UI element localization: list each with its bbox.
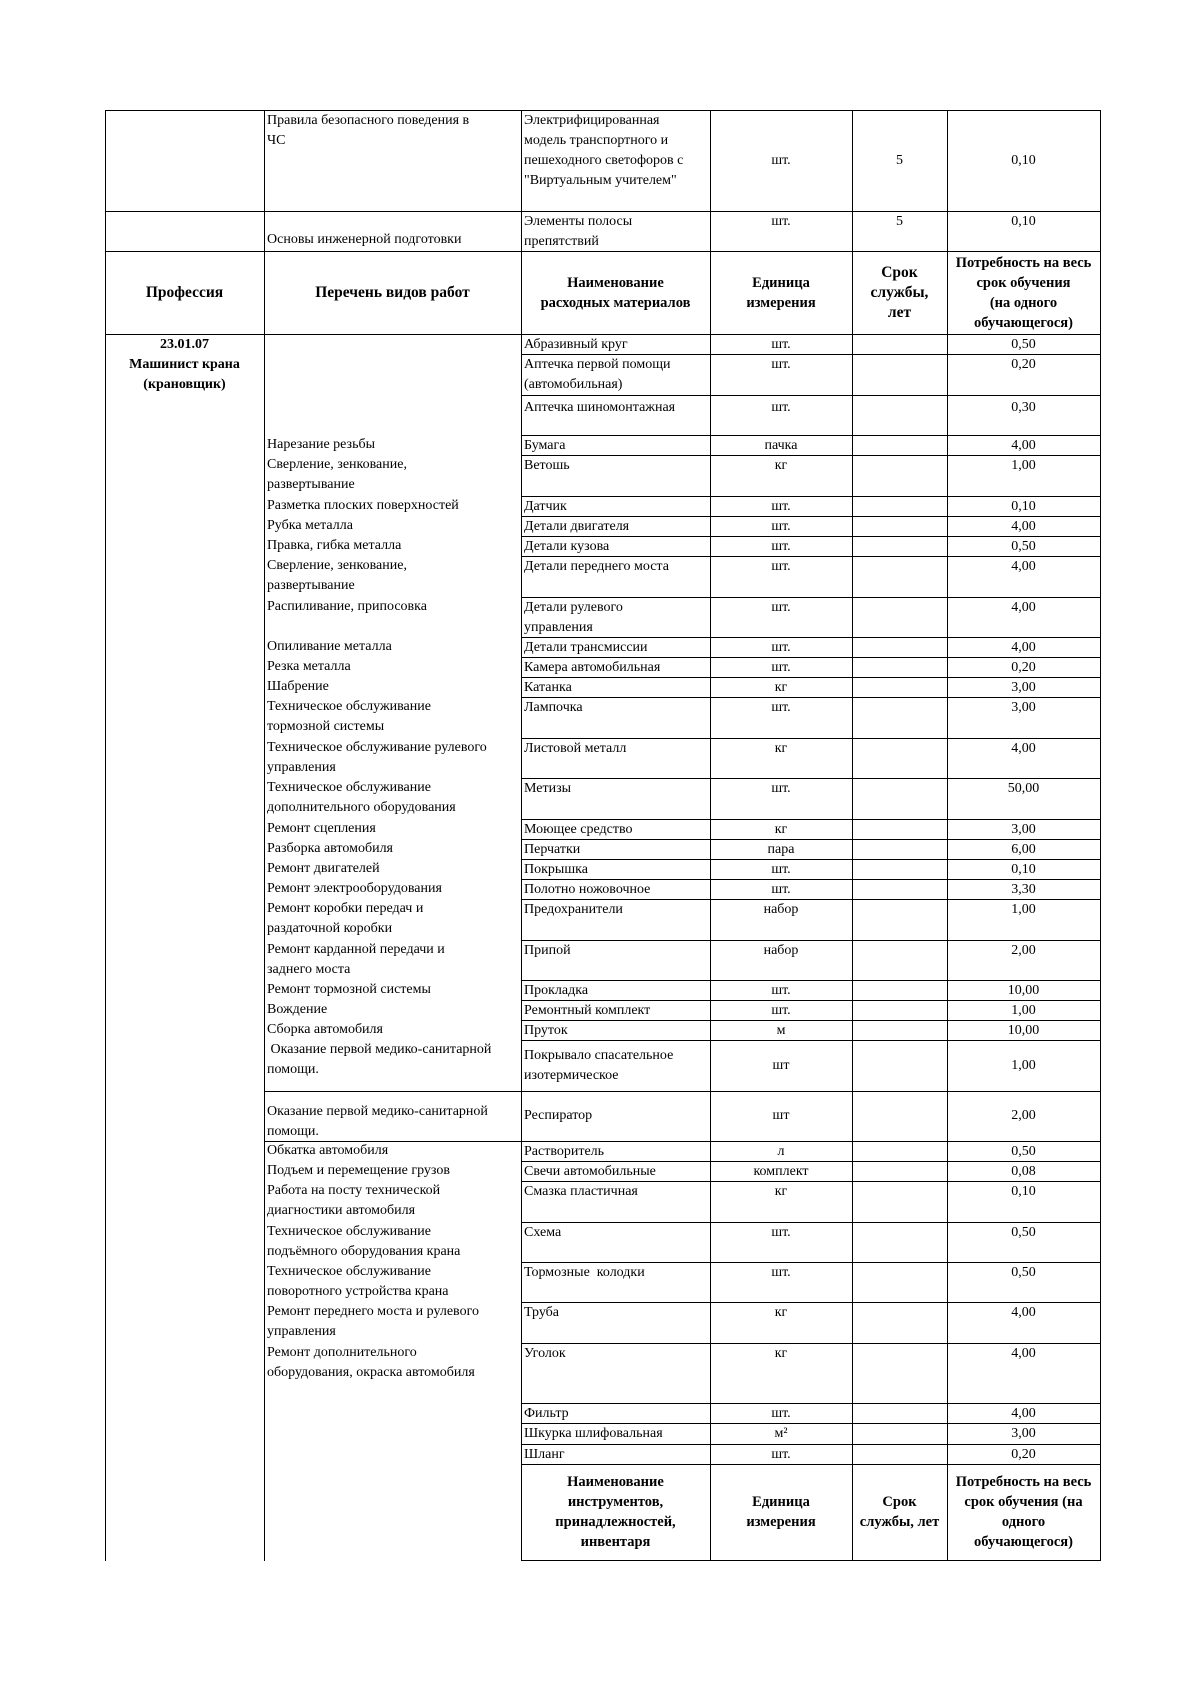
- need-value: 0,30: [1011, 400, 1036, 415]
- column-border: [521, 110, 522, 252]
- need-value: 2,00: [1011, 943, 1036, 958]
- work-item: Техническое обслуживание тормозной системы: [267, 699, 431, 734]
- need-value: 0,50: [1011, 1144, 1036, 1159]
- work-item: Правка, гибка металла: [267, 538, 402, 553]
- material-name: Фильтр: [524, 1406, 569, 1421]
- unit-value: шт.: [771, 882, 791, 897]
- unit-value: шт.: [771, 640, 791, 655]
- work-item: Правила безопасного поведения в ЧС: [267, 113, 470, 148]
- unit-value: набор: [763, 902, 799, 917]
- unit-value: шт.: [771, 539, 791, 554]
- work-item: Разметка плоских поверхностей: [267, 498, 459, 513]
- material-name: Листовой металл: [524, 741, 627, 756]
- material-name: Ветошь: [524, 458, 570, 473]
- need-value: 1,00: [1011, 902, 1036, 917]
- column-border: [1100, 334, 1101, 1465]
- material-name: Свечи автомобильные: [524, 1164, 656, 1179]
- unit-value: кг: [774, 1184, 788, 1199]
- unit-value: шт.: [771, 337, 791, 352]
- material-name: Детали двигателя: [524, 519, 630, 534]
- unit-value: шт.: [771, 700, 791, 715]
- need-value: 0,10: [1011, 153, 1036, 168]
- work-item: Рубка металла: [267, 518, 353, 533]
- header-service-life: Срок службы, лет: [859, 1494, 940, 1530]
- unit-value: шт.: [771, 357, 791, 372]
- material-name: Ремонтный комплект: [524, 1003, 651, 1018]
- material-name: Элементы полосы препятствий: [524, 214, 633, 249]
- work-item: Ремонт сцепления: [267, 821, 376, 836]
- need-value: 0,10: [1011, 214, 1036, 229]
- work-item: Ремонт тормозной системы: [267, 982, 431, 997]
- column-border: [1100, 110, 1101, 252]
- need-value: 3,00: [1011, 822, 1036, 837]
- work-item: Сверление, зенкование, развертывание: [267, 558, 407, 593]
- material-name: Шланг: [524, 1447, 565, 1462]
- material-name: Детали трансмиссии: [524, 640, 648, 655]
- unit-value: кг: [774, 458, 788, 473]
- need-value: 4,00: [1011, 741, 1036, 756]
- need-value: 0,10: [1011, 499, 1036, 514]
- work-item: Сборка автомобиля: [267, 1022, 383, 1037]
- header-works-list: Перечень видов работ: [315, 283, 470, 301]
- material-name: Электрифицированная модель транспортного и пешеходного светофоров с "Виртуальным учителем": [524, 113, 684, 188]
- material-name: Предохранители: [524, 902, 623, 917]
- need-value: 1,00: [1011, 1058, 1036, 1073]
- unit-value: кг: [774, 1305, 788, 1320]
- unit-value: шт.: [771, 781, 791, 796]
- unit-value: м: [776, 1023, 786, 1038]
- work-item: Основы инженерной подготовки: [267, 232, 462, 247]
- unit-value: шт.: [771, 400, 791, 415]
- unit-value: шт.: [771, 1406, 791, 1421]
- need-value: 4,00: [1011, 1346, 1036, 1361]
- unit-value: кг: [774, 680, 788, 695]
- material-name: Растворитель: [524, 1144, 605, 1159]
- unit-value: пара: [767, 842, 795, 857]
- table-left-border: [105, 334, 106, 1561]
- need-value: 0,20: [1011, 660, 1036, 675]
- need-value: 4,00: [1011, 1305, 1036, 1320]
- need-value: 3,00: [1011, 700, 1036, 715]
- unit-value: шт.: [771, 600, 791, 615]
- need-value: 1,00: [1011, 1003, 1036, 1018]
- work-item: Распиливание, припосовка: [267, 599, 427, 614]
- material-name: Аптечка шиномонтажная: [524, 400, 676, 415]
- need-value: 4,00: [1011, 519, 1036, 534]
- unit-value: шт.: [771, 1265, 791, 1280]
- row-border: [521, 395, 1101, 396]
- need-value: 4,00: [1011, 1406, 1036, 1421]
- unit-value: шт.: [771, 559, 791, 574]
- unit-value: пачка: [764, 438, 798, 453]
- need-value: 0,08: [1011, 1164, 1036, 1179]
- material-name: Детали рулевого управления: [524, 600, 623, 635]
- work-item: Подъем и перемещение грузов: [267, 1163, 450, 1178]
- header-unit: Единица измерения: [746, 1494, 816, 1530]
- work-item: Разборка автомобиля: [267, 841, 393, 856]
- unit-value: шт.: [771, 519, 791, 534]
- works-section-border: [264, 1091, 522, 1092]
- work-item: Резка металла: [267, 659, 351, 674]
- unit-value: шт.: [771, 1225, 791, 1240]
- work-item: Сверление, зенкование, развертывание: [267, 457, 407, 492]
- material-name: Катанка: [524, 680, 572, 695]
- need-value: 6,00: [1011, 842, 1036, 857]
- need-value: 10,00: [1007, 1023, 1040, 1038]
- work-item: Опиливание металла: [267, 639, 392, 654]
- material-name: Перчатки: [524, 842, 581, 857]
- material-name: Респиратор: [524, 1108, 593, 1123]
- material-name: Камера автомобильная: [524, 660, 661, 675]
- need-value: 4,00: [1011, 640, 1036, 655]
- need-value: 4,00: [1011, 600, 1036, 615]
- column-border: [852, 334, 853, 1465]
- material-name: Бумага: [524, 438, 566, 453]
- work-item: Техническое обслуживание подъёмного оборудования крана: [267, 1224, 461, 1259]
- unit-value: шт.: [771, 660, 791, 675]
- unit-value: м²: [774, 1426, 788, 1441]
- unit-value: кг: [774, 1346, 788, 1361]
- material-name: Труба: [524, 1305, 559, 1320]
- unit-value: шт.: [771, 983, 791, 998]
- work-item: Обкатка автомобиля: [267, 1143, 389, 1158]
- work-item: Ремонт переднего моста и рулевого управления: [267, 1304, 479, 1339]
- work-item: Шабрение: [267, 679, 329, 694]
- profession-title: 23.01.07 Машинист крана (крановщик): [129, 337, 240, 392]
- material-name: Моющее средство: [524, 822, 633, 837]
- column-border: [521, 334, 522, 1465]
- material-name: Абразивный круг: [524, 337, 628, 352]
- header-unit: Единица измерения: [746, 274, 816, 311]
- need-value: 0,50: [1011, 539, 1036, 554]
- column-border: [264, 334, 265, 1561]
- material-name: Прокладка: [524, 983, 589, 998]
- need-value: 50,00: [1007, 781, 1040, 796]
- need-value: 3,30: [1011, 882, 1036, 897]
- need-value: 3,00: [1011, 680, 1036, 695]
- column-border: [1100, 1464, 1101, 1561]
- material-name: Уголок: [524, 1346, 566, 1361]
- unit-value: шт: [772, 1058, 790, 1073]
- header-need: Потребность на весь срок обучения (на одного обучающегося): [955, 1474, 1092, 1550]
- need-value: 0,50: [1011, 1225, 1036, 1240]
- work-item: Нарезание резьбы: [267, 437, 375, 452]
- unit-value: комплект: [753, 1164, 809, 1179]
- column-border: [264, 110, 265, 252]
- material-name: Припой: [524, 943, 571, 958]
- work-item: Ремонт карданной передачи и заднего моста: [267, 942, 445, 977]
- work-item: Техническое обслуживание дополнительного оборудования: [267, 780, 456, 815]
- material-name: Метизы: [524, 781, 572, 796]
- material-name: Детали переднего моста: [524, 559, 669, 574]
- need-value: 10,00: [1007, 983, 1040, 998]
- unit-value: шт.: [771, 1003, 791, 1018]
- unit-value: шт.: [771, 862, 791, 877]
- service-life-value: 5: [896, 214, 903, 229]
- service-life-value: 5: [896, 153, 903, 168]
- need-value: 2,00: [1011, 1108, 1036, 1123]
- need-value: 0,50: [1011, 337, 1036, 352]
- row-border: [521, 1091, 1101, 1092]
- header-service-life: Срок службы, лет: [870, 263, 929, 321]
- material-name: Детали кузова: [524, 539, 610, 554]
- need-value: 4,00: [1011, 559, 1036, 574]
- work-item: Вождение: [267, 1002, 328, 1017]
- work-item: Оказание первой медико-санитарной помощи.: [267, 1042, 492, 1077]
- unit-value: л: [777, 1144, 785, 1159]
- material-name: Схема: [524, 1225, 562, 1240]
- need-value: 4,00: [1011, 438, 1036, 453]
- unit-value: набор: [763, 943, 799, 958]
- column-border: [105, 110, 106, 252]
- material-name: Покрышка: [524, 862, 588, 877]
- work-item: Ремонт электрооборудования: [267, 881, 442, 896]
- unit-value: шт.: [771, 1447, 791, 1462]
- material-name: Пруток: [524, 1023, 568, 1038]
- unit-value: кг: [774, 741, 788, 756]
- work-item: Техническое обслуживание поворотного устройства крана: [267, 1264, 449, 1299]
- need-value: 0,10: [1011, 1184, 1036, 1199]
- unit-value: шт: [772, 1108, 790, 1123]
- material-name: Полотно ножовочное: [524, 882, 651, 897]
- material-name: Смазка пластичная: [524, 1184, 638, 1199]
- unit-value: шт.: [771, 499, 791, 514]
- header-profession: Профессия: [145, 283, 224, 301]
- unit-value: шт.: [771, 153, 791, 168]
- header-material-name: Наименование расходных материалов: [540, 274, 691, 311]
- need-value: 0,50: [1011, 1265, 1036, 1280]
- material-name: Шкурка шлифовальная: [524, 1426, 663, 1441]
- work-item: Техническое обслуживание рулевого управления: [267, 740, 487, 775]
- work-item: Ремонт двигателей: [267, 861, 380, 876]
- column-border: [1100, 251, 1101, 335]
- need-value: 0,20: [1011, 357, 1036, 372]
- header-tools-name: Наименование инструментов, принадлежностей, инвентаря: [555, 1474, 676, 1550]
- work-item: Ремонт коробки передач и раздаточной коробки: [267, 901, 424, 936]
- work-item: Оказание первой медико-санитарной помощи.: [267, 1104, 488, 1139]
- material-name: Тормозные колодки: [524, 1265, 645, 1280]
- work-item: Ремонт дополнительного оборудования, окраска автомобиля: [267, 1345, 475, 1380]
- work-item: Работа на посту технической диагностики автомобиля: [267, 1183, 441, 1218]
- header-need: Потребность на весь срок обучения (на одного обучающегося): [955, 254, 1092, 331]
- need-value: 0,20: [1011, 1447, 1036, 1462]
- footer-header-bottom-border: [521, 1560, 1101, 1561]
- material-name: Покрывало спасательное изотермическое: [524, 1048, 674, 1083]
- need-value: 1,00: [1011, 458, 1036, 473]
- unit-value: шт.: [771, 214, 791, 229]
- need-value: 3,00: [1011, 1426, 1036, 1441]
- need-value: 0,10: [1011, 862, 1036, 877]
- material-name: Аптечка первой помощи (автомобильная): [524, 357, 671, 392]
- material-name: Датчик: [524, 499, 567, 514]
- material-name: Лампочка: [524, 700, 583, 715]
- unit-value: кг: [774, 822, 788, 837]
